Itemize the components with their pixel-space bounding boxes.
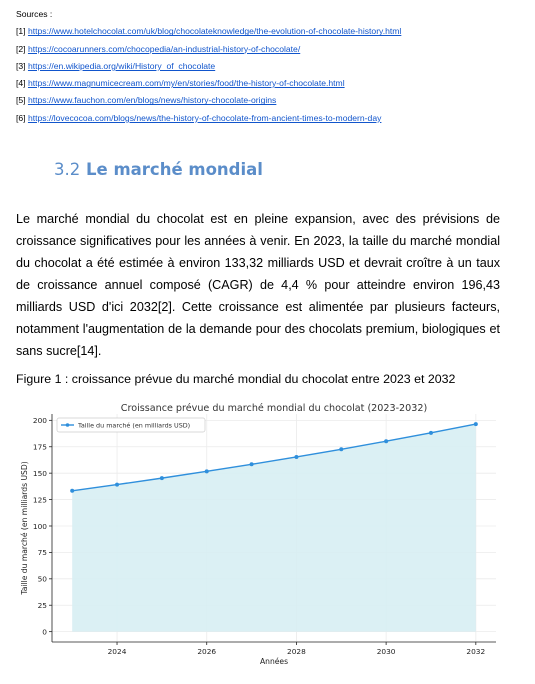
y-tick-label: 125 xyxy=(32,495,47,505)
figure-caption: Figure 1 : croissance prévue du marché mondial du chocolat entre 2023 et 2032 xyxy=(16,372,456,386)
sources-list xyxy=(16,6,526,127)
data-point xyxy=(384,439,388,443)
source-item xyxy=(16,110,526,127)
x-tick-label: 2028 xyxy=(287,647,306,656)
source-number: [3] xyxy=(16,60,28,71)
source-number: [4] xyxy=(16,78,28,89)
source-link[interactable]: https://www.fauchon.com/en/blogs/news/history-chocolate-origins xyxy=(27,95,277,106)
y-tick-label: 25 xyxy=(37,601,47,611)
legend-label: Taille du marché (en milliards USD) xyxy=(78,421,191,430)
y-tick-label: 175 xyxy=(32,442,47,452)
body-paragraph: Le marché mondial du chocolat est en pleine expansion, avec des prévisions de croissance significatives pour les années à venir. En 2023, la taille du marché mondial du chocolat a été estimée à environ 133,32 milliards USD et devrait croître à un taux de croissance annuel composé (CAGR) de 4,4 % pour atteindre environ 196,43 milliards USD d'ici 2032[2]. Cette croissance est alimentée par plusieurs facteurs, notamment l'augmentation de la demande pour des chocolats premium, biologiques et sans sucre[14]. xyxy=(16,212,500,358)
y-axis-label: Taille du marché (en milliards USD) xyxy=(20,461,29,595)
sources-heading: Sources : xyxy=(16,9,53,19)
x-tick-label: 2032 xyxy=(466,647,486,656)
y-tick-label: 75 xyxy=(37,548,47,558)
source-number: [5] xyxy=(16,95,28,106)
source-link[interactable]: https://www.hotelchocolat.com/uk/blog/chocolateknowledge/the-evolution-of-chocolate-history.html xyxy=(27,26,402,37)
chart-title: Croissance prévue du marché mondial du chocolat (2023-2032) xyxy=(120,403,428,414)
section-number: 3.2 xyxy=(54,160,81,179)
section-heading: Le marché mondial xyxy=(86,160,263,179)
section-title xyxy=(54,160,263,179)
source-item xyxy=(16,41,526,58)
x-axis-label: Années xyxy=(259,657,289,666)
data-point xyxy=(474,422,478,426)
data-point xyxy=(115,483,119,487)
source-number: [6] xyxy=(16,112,28,123)
data-point xyxy=(160,476,164,480)
x-tick-label: 2030 xyxy=(376,647,396,656)
source-item xyxy=(16,23,526,40)
y-tick-label: 0 xyxy=(42,627,47,637)
market-growth-chart xyxy=(16,398,502,668)
y-tick-label: 100 xyxy=(32,521,47,531)
source-item xyxy=(16,92,526,109)
source-link[interactable]: https://cocoarunners.com/chocopedia/an-industrial-history-of-chocolate/ xyxy=(27,43,301,54)
x-tick-label: 2024 xyxy=(107,647,127,656)
x-tick-label: 2026 xyxy=(197,647,217,656)
y-tick-label: 50 xyxy=(37,574,47,584)
data-point xyxy=(70,489,74,493)
data-point xyxy=(205,469,209,473)
data-point xyxy=(429,431,433,435)
source-number: [1] xyxy=(16,26,28,37)
y-tick-label: 200 xyxy=(32,416,47,426)
y-tick-label: 150 xyxy=(32,468,47,478)
area-fill xyxy=(72,421,476,632)
source-link[interactable]: https://www.magnumicecream.com/my/en/stories/food/the-history-of-chocolate.html xyxy=(27,78,345,89)
source-item xyxy=(16,58,526,75)
legend-marker xyxy=(66,423,70,427)
source-item xyxy=(16,75,526,92)
source-link[interactable]: https://en.wikipedia.org/wiki/History_of_chocolate xyxy=(27,60,216,71)
source-link[interactable]: https://lovecocoa.com/blogs/news/the-history-of-chocolate-from-ancient-times-to-modern-day xyxy=(27,112,382,123)
data-point xyxy=(339,447,343,451)
data-point xyxy=(250,462,254,466)
data-point xyxy=(294,455,298,459)
source-number: [2] xyxy=(16,43,28,54)
